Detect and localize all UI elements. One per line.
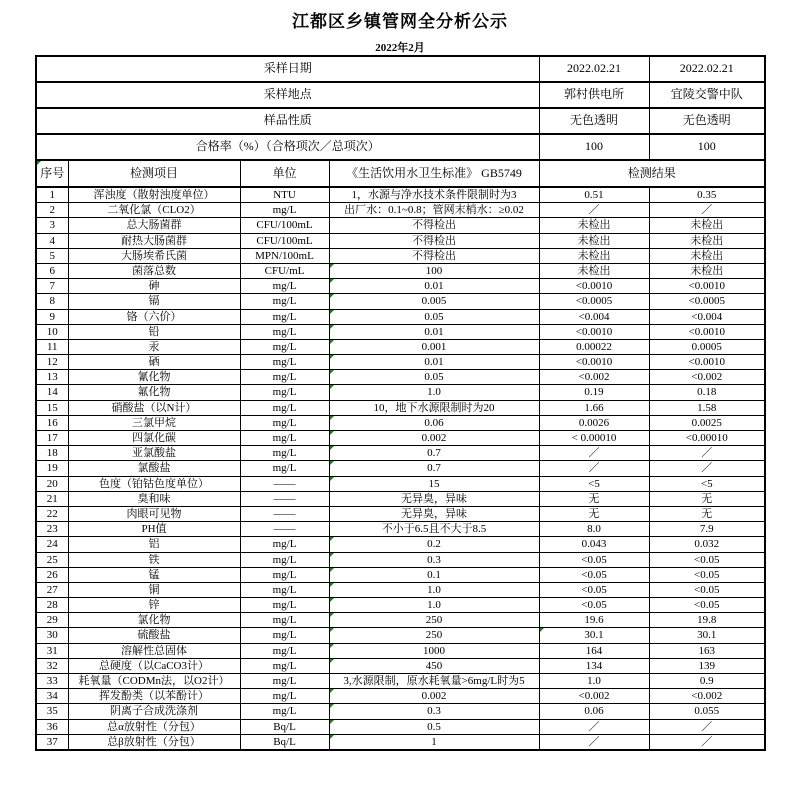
row-unit-cell: mg/L	[240, 552, 329, 567]
row-result2-cell: 0.9	[649, 674, 765, 689]
row-result1-cell: 无	[539, 506, 649, 521]
table-row	[36, 218, 765, 233]
row-unit-cell: mg/L	[240, 294, 329, 309]
row-unit-cell: mg/L	[240, 400, 329, 415]
row-standard-cell: 无异臭，异味	[329, 491, 539, 506]
row-item-cell: 硒	[68, 355, 240, 370]
table-row	[36, 461, 765, 476]
row-item-cell: 氟化物	[68, 385, 240, 400]
row-result2-cell: ／	[649, 719, 765, 734]
table-row	[36, 355, 765, 370]
row-seq-cell: 17	[36, 431, 68, 446]
row-standard-cell: 0.01	[329, 355, 539, 370]
row-seq-cell: 4	[36, 233, 68, 248]
row-result2-cell: <0.0010	[649, 324, 765, 339]
row-unit-cell: CFU/mL	[240, 263, 329, 278]
table-row	[36, 506, 765, 521]
row-standard-cell: 无异臭，异味	[329, 506, 539, 521]
row-seq-cell: 23	[36, 522, 68, 537]
row-unit-cell: mg/L	[240, 643, 329, 658]
table-row	[36, 248, 765, 263]
row-seq-cell: 33	[36, 674, 68, 689]
row-standard-cell: 1000	[329, 643, 539, 658]
row-seq-cell: 11	[36, 339, 68, 354]
table-row	[36, 552, 765, 567]
row-result1-cell: ／	[539, 734, 649, 750]
row-item-cell: 铝	[68, 537, 240, 552]
row-result1-cell: 134	[539, 658, 649, 673]
row-item-cell: 铁	[68, 552, 240, 567]
sampling-location-site1: 郭村供电所	[539, 82, 649, 108]
row-result1-cell: 0.19	[539, 385, 649, 400]
row-result2-cell: <0.004	[649, 309, 765, 324]
row-result2-cell: 30.1	[649, 628, 765, 643]
row-result2-cell: 无	[649, 491, 765, 506]
row-unit-cell: mg/L	[240, 613, 329, 628]
row-seq-cell: 24	[36, 537, 68, 552]
row-item-cell: 二氧化氯（CLO2）	[68, 203, 240, 218]
row-seq-cell: 28	[36, 598, 68, 613]
row-unit-cell: ——	[240, 476, 329, 491]
row-item-cell: 浑浊度（散射浊度单位）	[68, 187, 240, 203]
row-unit-cell: mg/L	[240, 689, 329, 704]
row-standard-cell: 0.002	[329, 689, 539, 704]
row-standard-cell: 3,水源限制，原水耗氧量>6mg/L时为5	[329, 674, 539, 689]
table-row	[36, 582, 765, 597]
row-unit-cell: ——	[240, 491, 329, 506]
row-item-cell: 镉	[68, 294, 240, 309]
row-standard-cell: 不得检出	[329, 233, 539, 248]
page-subtitle: 2022年2月	[375, 42, 425, 54]
row-unit-cell: NTU	[240, 187, 329, 203]
table-column-header-row	[36, 160, 765, 187]
row-standard-cell: 0.3	[329, 552, 539, 567]
row-result1-cell: ／	[539, 719, 649, 734]
table-row	[36, 537, 765, 552]
row-unit-cell: mg/L	[240, 704, 329, 719]
sampling-location-site2: 宜陵交警中队	[649, 82, 765, 108]
row-result2-cell: 163	[649, 643, 765, 658]
row-item-cell: 锌	[68, 598, 240, 613]
table-row	[36, 446, 765, 461]
row-result1-cell: 未检出	[539, 233, 649, 248]
sample-nature-site1: 无色透明	[539, 108, 649, 134]
row-result1-cell: 1.66	[539, 400, 649, 415]
row-unit-cell: mg/L	[240, 598, 329, 613]
row-result2-cell: 0.032	[649, 537, 765, 552]
data-rows	[36, 187, 765, 750]
table-row	[36, 431, 765, 446]
row-result2-cell: ／	[649, 734, 765, 750]
table-row	[36, 719, 765, 734]
row-unit-cell: mg/L	[240, 446, 329, 461]
row-unit-cell: MPN/100mL	[240, 248, 329, 263]
row-item-cell: 阴离子合成洗涤剂	[68, 704, 240, 719]
table-row-pass-rate	[36, 134, 765, 160]
row-item-cell: 氯化物	[68, 613, 240, 628]
table-row	[36, 658, 765, 673]
table-row	[36, 400, 765, 415]
row-unit-cell: ——	[240, 506, 329, 521]
column-header-unit: 单位	[240, 160, 329, 187]
row-result1-cell: 未检出	[539, 248, 649, 263]
row-seq-cell: 26	[36, 567, 68, 582]
row-standard-cell: 0.01	[329, 279, 539, 294]
row-standard-cell: 1，水源与净水技术条件限制时为3	[329, 187, 539, 203]
row-unit-cell: mg/L	[240, 203, 329, 218]
row-item-cell: 三氯甲烷	[68, 415, 240, 430]
row-result1-cell: <0.002	[539, 370, 649, 385]
analysis-table	[35, 55, 766, 751]
row-seq-cell: 35	[36, 704, 68, 719]
row-item-cell: 耗氧量（CODMn法，以O2计）	[68, 674, 240, 689]
row-standard-cell: 0.05	[329, 309, 539, 324]
row-item-cell: 硝酸盐（以N计）	[68, 400, 240, 415]
row-result1-cell: 8.0	[539, 522, 649, 537]
row-result1-cell: <0.05	[539, 552, 649, 567]
row-result1-cell: 0.00022	[539, 339, 649, 354]
row-standard-cell: 0.002	[329, 431, 539, 446]
row-result1-cell: 未检出	[539, 263, 649, 278]
row-seq-cell: 6	[36, 263, 68, 278]
row-unit-cell: mg/L	[240, 567, 329, 582]
row-result1-cell: 未检出	[539, 218, 649, 233]
table-row	[36, 294, 765, 309]
row-seq-cell: 29	[36, 613, 68, 628]
row-unit-cell: mg/L	[240, 628, 329, 643]
table-row	[36, 309, 765, 324]
row-unit-cell: mg/L	[240, 582, 329, 597]
row-unit-cell: mg/L	[240, 461, 329, 476]
pass-rate-site2: 100	[649, 134, 765, 160]
row-result2-cell: 0.35	[649, 187, 765, 203]
column-header-item: 检测项目	[68, 160, 240, 187]
row-standard-cell: 1.0	[329, 582, 539, 597]
row-item-cell: PH值	[68, 522, 240, 537]
table-row-sample-nature	[36, 108, 765, 134]
row-unit-cell: CFU/100mL	[240, 233, 329, 248]
table-row	[36, 476, 765, 491]
row-seq-cell: 15	[36, 400, 68, 415]
row-seq-cell: 2	[36, 203, 68, 218]
row-unit-cell: mg/L	[240, 355, 329, 370]
table-row	[36, 598, 765, 613]
row-standard-cell: 250	[329, 628, 539, 643]
sampling-date-site1: 2022.02.21	[539, 56, 649, 82]
column-header-seq: 序号	[36, 160, 68, 187]
row-item-cell: 汞	[68, 339, 240, 354]
row-standard-cell: 10，地下水源限制时为20	[329, 400, 539, 415]
row-standard-cell: 出厂水：0.1~0.8；管网末梢水：≥0.02	[329, 203, 539, 218]
row-result2-cell: <0.002	[649, 370, 765, 385]
table-row	[36, 370, 765, 385]
row-result1-cell: 164	[539, 643, 649, 658]
row-item-cell: 铬（六价）	[68, 309, 240, 324]
row-result2-cell: 无	[649, 506, 765, 521]
row-seq-cell: 25	[36, 552, 68, 567]
row-seq-cell: 1	[36, 187, 68, 203]
row-unit-cell: mg/L	[240, 324, 329, 339]
row-seq-cell: 18	[36, 446, 68, 461]
row-result1-cell: < 0.00010	[539, 431, 649, 446]
row-result1-cell: <0.0005	[539, 294, 649, 309]
row-seq-cell: 22	[36, 506, 68, 521]
table-row	[36, 385, 765, 400]
table-row	[36, 734, 765, 750]
table-row	[36, 613, 765, 628]
sample-nature-label: 样品性质	[36, 108, 539, 134]
row-seq-cell: 37	[36, 734, 68, 750]
table-row	[36, 203, 765, 218]
row-seq-cell: 9	[36, 309, 68, 324]
table-row	[36, 324, 765, 339]
row-result2-cell: <0.05	[649, 567, 765, 582]
row-standard-cell: 0.005	[329, 294, 539, 309]
row-result2-cell: ／	[649, 203, 765, 218]
table-row	[36, 233, 765, 248]
row-result1-cell: 无	[539, 491, 649, 506]
row-standard-cell: 15	[329, 476, 539, 491]
row-result2-cell: 未检出	[649, 248, 765, 263]
row-item-cell: 氰化物	[68, 370, 240, 385]
row-seq-cell: 16	[36, 415, 68, 430]
row-standard-cell: 0.5	[329, 719, 539, 734]
table-row-sampling-date	[36, 56, 765, 82]
row-seq-cell: 7	[36, 279, 68, 294]
row-item-cell: 亚氯酸盐	[68, 446, 240, 461]
row-standard-cell: 0.1	[329, 567, 539, 582]
table-row	[36, 674, 765, 689]
table-row	[36, 643, 765, 658]
row-result2-cell: ／	[649, 446, 765, 461]
row-result1-cell: 1.0	[539, 674, 649, 689]
row-standard-cell: 0.3	[329, 704, 539, 719]
row-result1-cell: <0.05	[539, 567, 649, 582]
row-standard-cell: 450	[329, 658, 539, 673]
pass-rate-label: 合格率（%）（合格项次／总项次）	[36, 134, 539, 160]
row-item-cell: 溶解性总固体	[68, 643, 240, 658]
row-unit-cell: mg/L	[240, 279, 329, 294]
table-row	[36, 628, 765, 643]
row-standard-cell: 0.7	[329, 446, 539, 461]
row-standard-cell: 100	[329, 263, 539, 278]
table-row	[36, 279, 765, 294]
table-row-sampling-location	[36, 82, 765, 108]
table-row	[36, 263, 765, 278]
row-standard-cell: 0.01	[329, 324, 539, 339]
row-item-cell: 总β放射性（分包）	[68, 734, 240, 750]
row-result2-cell: 0.0025	[649, 415, 765, 430]
row-result2-cell: 7.9	[649, 522, 765, 537]
row-result1-cell: 0.0026	[539, 415, 649, 430]
row-unit-cell: mg/L	[240, 370, 329, 385]
row-seq-cell: 30	[36, 628, 68, 643]
row-result1-cell: ／	[539, 446, 649, 461]
row-seq-cell: 36	[36, 719, 68, 734]
row-unit-cell: Bq/L	[240, 734, 329, 750]
row-seq-cell: 14	[36, 385, 68, 400]
row-item-cell: 大肠埃希氏菌	[68, 248, 240, 263]
row-result2-cell: 0.0005	[649, 339, 765, 354]
table-row	[36, 522, 765, 537]
row-result2-cell: <5	[649, 476, 765, 491]
row-item-cell: 总α放射性（分包）	[68, 719, 240, 734]
row-unit-cell: Bq/L	[240, 719, 329, 734]
row-seq-cell: 19	[36, 461, 68, 476]
row-seq-cell: 21	[36, 491, 68, 506]
pass-rate-site1: 100	[539, 134, 649, 160]
row-result2-cell: 未检出	[649, 218, 765, 233]
row-result2-cell: <0.002	[649, 689, 765, 704]
row-result2-cell: <0.00010	[649, 431, 765, 446]
row-result1-cell: ／	[539, 203, 649, 218]
row-standard-cell: 0.001	[329, 339, 539, 354]
row-seq-cell: 34	[36, 689, 68, 704]
row-result1-cell: <0.0010	[539, 355, 649, 370]
row-item-cell: 总硬度（以CaCO3计）	[68, 658, 240, 673]
row-standard-cell: 0.2	[329, 537, 539, 552]
sample-nature-site2: 无色透明	[649, 108, 765, 134]
row-result2-cell: <0.0005	[649, 294, 765, 309]
row-seq-cell: 13	[36, 370, 68, 385]
row-result1-cell: <0.002	[539, 689, 649, 704]
row-item-cell: 硫酸盐	[68, 628, 240, 643]
row-seq-cell: 31	[36, 643, 68, 658]
table-row	[36, 187, 765, 203]
table-row	[36, 567, 765, 582]
row-result1-cell: 0.06	[539, 704, 649, 719]
table-row	[36, 689, 765, 704]
row-unit-cell: mg/L	[240, 674, 329, 689]
row-result2-cell: 0.18	[649, 385, 765, 400]
row-item-cell: 铅	[68, 324, 240, 339]
row-result2-cell: 0.055	[649, 704, 765, 719]
row-unit-cell: mg/L	[240, 385, 329, 400]
row-item-cell: 挥发酚类（以苯酚计）	[68, 689, 240, 704]
row-standard-cell: 1	[329, 734, 539, 750]
row-seq-cell: 10	[36, 324, 68, 339]
row-seq-cell: 8	[36, 294, 68, 309]
row-result1-cell: <0.05	[539, 598, 649, 613]
row-standard-cell: 0.7	[329, 461, 539, 476]
row-standard-cell: 0.05	[329, 370, 539, 385]
sampling-location-label: 采样地点	[36, 82, 539, 108]
row-seq-cell: 32	[36, 658, 68, 673]
row-standard-cell: 1.0	[329, 385, 539, 400]
row-item-cell: 氯酸盐	[68, 461, 240, 476]
row-seq-cell: 12	[36, 355, 68, 370]
row-unit-cell: mg/L	[240, 537, 329, 552]
row-result2-cell: 139	[649, 658, 765, 673]
row-seq-cell: 5	[36, 248, 68, 263]
row-item-cell: 色度（铂钴色度单位）	[68, 476, 240, 491]
row-standard-cell: 0.06	[329, 415, 539, 430]
row-result1-cell: 30.1	[539, 628, 649, 643]
row-result2-cell: 1.58	[649, 400, 765, 415]
row-item-cell: 耐热大肠菌群	[68, 233, 240, 248]
row-result2-cell: <0.05	[649, 598, 765, 613]
row-result1-cell: 0.51	[539, 187, 649, 203]
column-header-standard: 《生活饮用水卫生标准》 GB5749	[329, 160, 539, 187]
row-item-cell: 肉眼可见物	[68, 506, 240, 521]
row-standard-cell: 不得检出	[329, 218, 539, 233]
row-result2-cell: <0.0010	[649, 279, 765, 294]
row-result1-cell: <5	[539, 476, 649, 491]
row-item-cell: 砷	[68, 279, 240, 294]
row-unit-cell: mg/L	[240, 415, 329, 430]
row-result2-cell: <0.0010	[649, 355, 765, 370]
row-standard-cell: 不小于6.5且不大于8.5	[329, 522, 539, 537]
row-result1-cell: <0.0010	[539, 279, 649, 294]
table-row	[36, 415, 765, 430]
row-unit-cell: mg/L	[240, 658, 329, 673]
row-result1-cell: <0.05	[539, 582, 649, 597]
row-item-cell: 菌落总数	[68, 263, 240, 278]
row-result1-cell: 19.6	[539, 613, 649, 628]
row-unit-cell: mg/L	[240, 431, 329, 446]
row-standard-cell: 250	[329, 613, 539, 628]
column-header-result: 检测结果	[539, 160, 765, 187]
row-result2-cell: 未检出	[649, 263, 765, 278]
row-item-cell: 锰	[68, 567, 240, 582]
row-standard-cell: 1.0	[329, 598, 539, 613]
table-row	[36, 704, 765, 719]
row-item-cell: 四氯化碳	[68, 431, 240, 446]
row-item-cell: 铜	[68, 582, 240, 597]
row-unit-cell: mg/L	[240, 339, 329, 354]
table-row	[36, 339, 765, 354]
table-row	[36, 491, 765, 506]
row-item-cell: 臭和味	[68, 491, 240, 506]
row-result2-cell: <0.05	[649, 552, 765, 567]
row-result2-cell: <0.05	[649, 582, 765, 597]
row-item-cell: 总大肠菌群	[68, 218, 240, 233]
row-result2-cell: 未检出	[649, 233, 765, 248]
row-unit-cell: CFU/100mL	[240, 218, 329, 233]
sampling-date-label: 采样日期	[36, 56, 539, 82]
row-seq-cell: 3	[36, 218, 68, 233]
row-result2-cell: 19.8	[649, 613, 765, 628]
row-standard-cell: 不得检出	[329, 248, 539, 263]
row-unit-cell: mg/L	[240, 309, 329, 324]
row-seq-cell: 20	[36, 476, 68, 491]
row-result2-cell: ／	[649, 461, 765, 476]
sampling-date-site2: 2022.02.21	[649, 56, 765, 82]
row-result1-cell: <0.004	[539, 309, 649, 324]
row-seq-cell: 27	[36, 582, 68, 597]
row-result1-cell: 0.043	[539, 537, 649, 552]
row-result1-cell: ／	[539, 461, 649, 476]
row-result1-cell: <0.0010	[539, 324, 649, 339]
row-unit-cell: ——	[240, 522, 329, 537]
page-title: 江都区乡镇管网全分析公示	[292, 12, 508, 31]
